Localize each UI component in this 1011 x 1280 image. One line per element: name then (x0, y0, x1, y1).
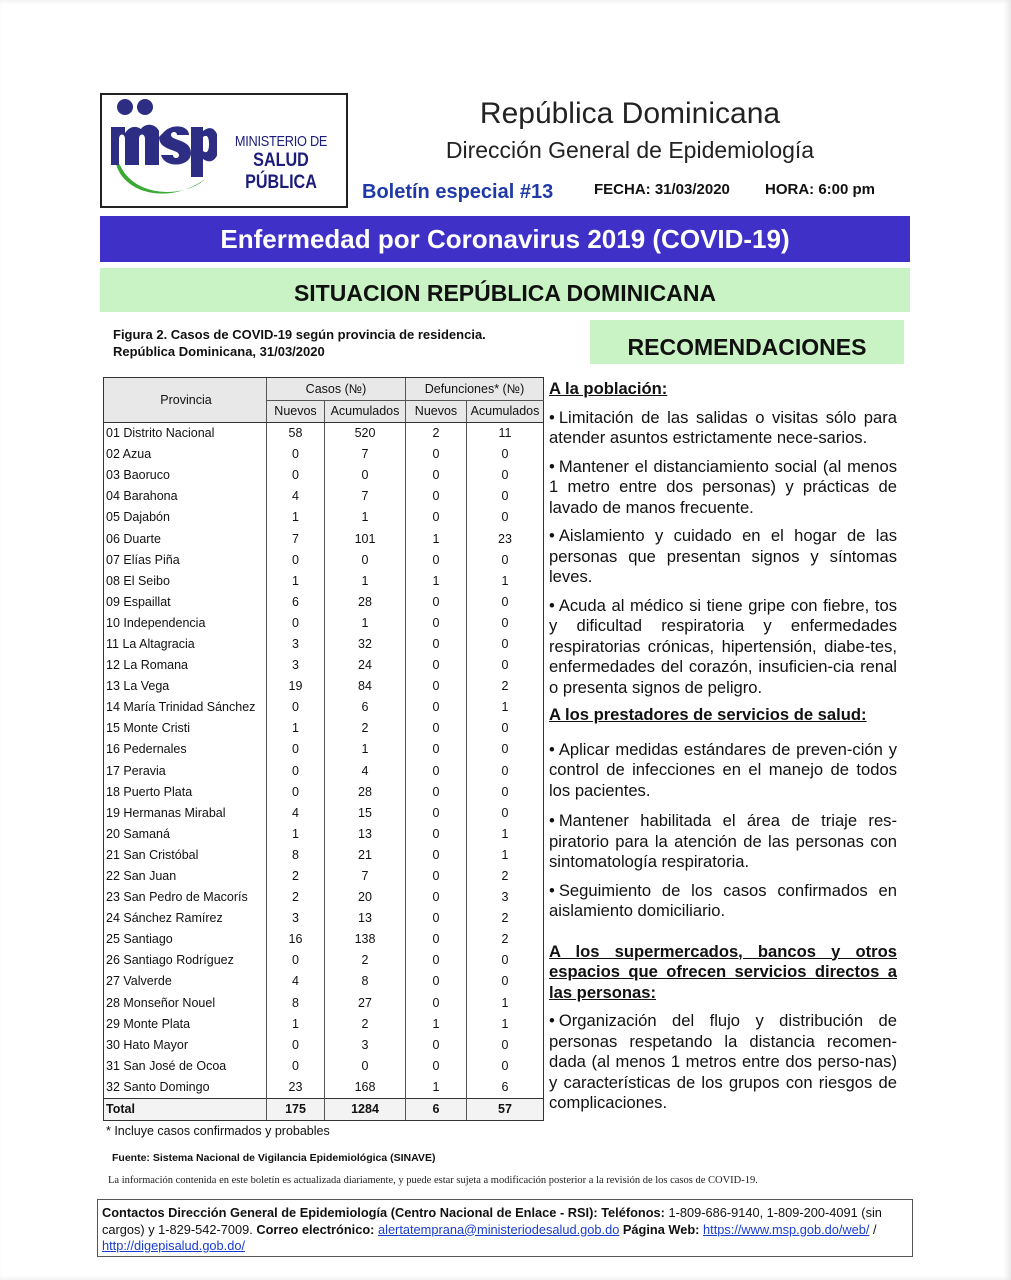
table-total-row (104, 1099, 544, 1121)
row-casos-nuevos: 1 (267, 718, 325, 739)
row-casos-nuevos: 0 (267, 697, 325, 718)
row-casos-acumulados: 6 (325, 697, 406, 718)
table-row (104, 971, 544, 992)
row-casos-nuevos: 8 (267, 993, 325, 1014)
row-provincia: 05 Dajabón (104, 507, 267, 528)
table-row (104, 845, 544, 866)
table-row (104, 887, 544, 908)
subheader-casos-nuevos: Nuevos (267, 401, 325, 423)
contact-box (97, 1199, 913, 1257)
row-casos-nuevos: 7 (267, 528, 325, 549)
row-def-nuevos: 1 (406, 1014, 467, 1035)
row-casos-acumulados: 27 (325, 993, 406, 1014)
row-def-acumulados: 0 (467, 465, 544, 486)
bulletin-number: Boletín especial #13 (362, 181, 554, 203)
table-row (104, 592, 544, 613)
row-casos-acumulados: 3 (325, 1035, 406, 1056)
row-def-nuevos: 0 (406, 486, 467, 507)
row-provincia: 30 Hato Mayor (104, 1035, 267, 1056)
table-row (104, 634, 544, 655)
row-casos-nuevos: 6 (267, 592, 325, 613)
web-link-digepisalud[interactable]: http://digepisalud.gob.do/ (102, 1238, 246, 1253)
table-row (104, 866, 544, 887)
row-casos-acumulados: 1 (325, 613, 406, 634)
table-row (104, 1056, 544, 1077)
row-def-acumulados: 1 (467, 824, 544, 845)
row-def-nuevos: 0 (406, 550, 467, 571)
row-casos-nuevos: 2 (267, 887, 325, 908)
total-def-acumulados: 57 (467, 1099, 544, 1121)
row-provincia: 09 Espaillat (104, 592, 267, 613)
row-casos-nuevos: 23 (267, 1077, 325, 1099)
row-casos-acumulados: 1 (325, 571, 406, 592)
row-def-nuevos: 0 (406, 908, 467, 929)
table-row (104, 571, 544, 592)
row-provincia: 11 La Altagracia (104, 634, 267, 655)
logo-line2: SALUD PÚBLICA (245, 150, 317, 194)
row-def-nuevos: 0 (406, 845, 467, 866)
row-casos-acumulados: 24 (325, 655, 406, 676)
poblacion-item: • Limitación de las salidas o visitas sólo para atender asuntos estrictamente nece-sarios. (549, 408, 897, 449)
web-label: Página Web: (622, 1221, 700, 1237)
table-row (104, 486, 544, 507)
row-provincia: 26 Santiago Rodríguez (104, 950, 267, 971)
row-def-nuevos: 1 (406, 528, 467, 549)
row-def-acumulados: 0 (467, 1056, 544, 1077)
bulletin-time: HORA: 6:00 pm (765, 181, 876, 198)
row-casos-nuevos: 8 (267, 845, 325, 866)
row-def-nuevos: 0 (406, 613, 467, 634)
header-casos: Casos (№) (267, 378, 406, 401)
table-row (104, 739, 544, 760)
prestadores-heading: A los prestadores de servicios de salud: (549, 705, 867, 724)
row-casos-nuevos: 3 (267, 634, 325, 655)
row-def-nuevos: 0 (406, 866, 467, 887)
row-def-acumulados: 0 (467, 550, 544, 571)
row-def-acumulados: 1 (467, 697, 544, 718)
row-casos-acumulados: 84 (325, 676, 406, 697)
row-def-acumulados: 0 (467, 739, 544, 760)
row-casos-acumulados: 0 (325, 465, 406, 486)
poblacion-heading: A la población: (549, 379, 668, 398)
row-casos-nuevos: 0 (267, 550, 325, 571)
row-casos-acumulados: 520 (325, 423, 406, 445)
row-casos-nuevos: 4 (267, 486, 325, 507)
table-row (104, 444, 544, 465)
row-casos-acumulados: 21 (325, 845, 406, 866)
row-casos-nuevos: 19 (267, 676, 325, 697)
recommendations-title: RECOMENDACIONES (590, 320, 904, 364)
row-def-acumulados: 0 (467, 634, 544, 655)
cases-by-province-table (103, 377, 544, 1121)
table-row (104, 676, 544, 697)
row-def-nuevos: 0 (406, 971, 467, 992)
row-provincia: 10 Independencia (104, 613, 267, 634)
row-def-acumulados: 0 (467, 718, 544, 739)
total-casos-nuevos: 175 (267, 1099, 325, 1121)
row-casos-nuevos: 1 (267, 824, 325, 845)
row-provincia: 01 Distrito Nacional (104, 423, 267, 445)
row-casos-nuevos: 1 (267, 1014, 325, 1035)
row-provincia: 13 La Vega (104, 676, 267, 697)
row-casos-nuevos: 16 (267, 929, 325, 950)
web-separator: / (873, 1221, 877, 1237)
row-casos-acumulados: 32 (325, 634, 406, 655)
table-row (104, 908, 544, 929)
email-label: Correo electrónico: (256, 1221, 375, 1237)
row-casos-nuevos: 4 (267, 971, 325, 992)
row-casos-nuevos: 2 (267, 866, 325, 887)
row-def-acumulados: 2 (467, 866, 544, 887)
row-casos-acumulados: 0 (325, 1056, 406, 1077)
figure-caption (113, 326, 486, 360)
msp-logo-icon (107, 97, 217, 205)
row-def-nuevos: 0 (406, 507, 467, 528)
row-provincia: 25 Santiago (104, 929, 267, 950)
row-def-nuevos: 0 (406, 887, 467, 908)
row-casos-nuevos: 1 (267, 507, 325, 528)
row-casos-acumulados: 168 (325, 1077, 406, 1099)
row-provincia: 27 Valverde (104, 971, 267, 992)
row-def-acumulados: 2 (467, 676, 544, 697)
row-provincia: 28 Monseñor Nouel (104, 993, 267, 1014)
email-link[interactable]: alertatemprana@ministeriodesalud.gob.do (377, 1221, 620, 1237)
row-casos-nuevos: 0 (267, 444, 325, 465)
row-def-acumulados: 1 (467, 1014, 544, 1035)
row-provincia: 07 Elías Piña (104, 550, 267, 571)
row-def-nuevos: 0 (406, 993, 467, 1014)
row-def-acumulados: 1 (467, 993, 544, 1014)
row-casos-acumulados: 7 (325, 444, 406, 465)
row-def-nuevos: 0 (406, 465, 467, 486)
row-provincia: 06 Duarte (104, 528, 267, 549)
table-row (104, 1035, 544, 1056)
row-casos-nuevos: 4 (267, 803, 325, 824)
row-casos-acumulados: 28 (325, 592, 406, 613)
poblacion-item: • Acuda al médico si tiene gripe con fiebre, tos y dificultad respiratoria y enfermedades respiratorias crónicas, hipertensión, diabe-tes, enfermedades del corazón, insuficien-cia renal o presenta signos de peligro. (549, 596, 897, 699)
row-def-acumulados: 0 (467, 655, 544, 676)
row-casos-acumulados: 2 (325, 1014, 406, 1035)
web-link-msp[interactable]: https://www.msp.gob.do/web/ (703, 1221, 870, 1237)
figure-caption-line2: República Dominicana, 31/03/2020 (113, 344, 325, 359)
total-label: Total (104, 1099, 267, 1121)
row-provincia: 03 Baoruco (104, 465, 267, 486)
row-provincia: 23 San Pedro de Macorís (104, 887, 267, 908)
row-def-nuevos: 0 (406, 782, 467, 803)
row-casos-nuevos: 0 (267, 1056, 325, 1077)
row-casos-acumulados: 2 (325, 950, 406, 971)
row-casos-nuevos: 0 (267, 782, 325, 803)
prestadores-item: • Aplicar medidas estándares de preven-ción y control de infecciones en el manejo de todos los pacientes. (549, 740, 897, 802)
header-provincia: Provincia (104, 378, 267, 423)
row-provincia: 14 María Trinidad Sánchez (104, 697, 267, 718)
row-def-nuevos: 0 (406, 718, 467, 739)
total-casos-acumulados: 1284 (325, 1099, 406, 1121)
row-def-nuevos: 0 (406, 950, 467, 971)
figure-caption-line1: Figura 2. Casos de COVID-19 según provincia de residencia. (113, 327, 486, 342)
direction-title: Dirección General de Epidemiología (445, 137, 815, 163)
section-title: SITUACION REPÚBLICA DOMINICANA (100, 268, 910, 312)
row-provincia: 15 Monte Cristi (104, 718, 267, 739)
table-row (104, 550, 544, 571)
row-casos-nuevos: 0 (267, 465, 325, 486)
row-casos-acumulados: 7 (325, 486, 406, 507)
table-footnote: * Incluye casos confirmados y probables (106, 1124, 330, 1138)
row-def-acumulados: 0 (467, 971, 544, 992)
row-def-acumulados: 1 (467, 571, 544, 592)
row-def-nuevos: 0 (406, 592, 467, 613)
row-def-nuevos: 0 (406, 697, 467, 718)
row-provincia: 17 Peravia (104, 761, 267, 782)
row-def-nuevos: 0 (406, 929, 467, 950)
row-def-nuevos: 2 (406, 423, 467, 445)
recommendations-panel (549, 379, 897, 1114)
row-def-nuevos: 0 (406, 1056, 467, 1077)
row-casos-acumulados: 15 (325, 803, 406, 824)
msp-logo-box (100, 93, 348, 208)
row-def-nuevos: 0 (406, 761, 467, 782)
row-def-acumulados: 0 (467, 592, 544, 613)
table-row (104, 803, 544, 824)
row-casos-acumulados: 28 (325, 782, 406, 803)
row-provincia: 29 Monte Plata (104, 1014, 267, 1035)
table-row (104, 761, 544, 782)
row-def-nuevos: 0 (406, 739, 467, 760)
row-casos-acumulados: 1 (325, 739, 406, 760)
row-provincia: 31 San José de Ocoa (104, 1056, 267, 1077)
row-def-acumulados: 0 (467, 486, 544, 507)
row-provincia: 04 Barahona (104, 486, 267, 507)
table-row (104, 423, 544, 445)
row-def-acumulados: 3 (467, 887, 544, 908)
table-row (104, 655, 544, 676)
main-banner-title: Enfermedad por Coronavirus 2019 (COVID-19) (100, 216, 910, 262)
row-casos-acumulados: 1 (325, 507, 406, 528)
row-casos-acumulados: 0 (325, 550, 406, 571)
table-row (104, 528, 544, 549)
table-row (104, 993, 544, 1014)
table-row (104, 824, 544, 845)
contact-label: Contactos Dirección General de Epidemiología (Centro Nacional de Enlace - RSI): (102, 1205, 598, 1220)
row-def-nuevos: 0 (406, 676, 467, 697)
table-row (104, 697, 544, 718)
total-def-nuevos: 6 (406, 1099, 467, 1121)
row-casos-nuevos: 0 (267, 950, 325, 971)
row-def-acumulados: 1 (467, 845, 544, 866)
row-def-nuevos: 0 (406, 824, 467, 845)
logo-line1: MINISTERIO DE (234, 133, 328, 150)
table-row (104, 782, 544, 803)
row-def-acumulados: 0 (467, 761, 544, 782)
row-def-acumulados: 0 (467, 613, 544, 634)
supermercados-heading: A los supermercados, bancos y otros espacios que ofrecen servicios directos a las personas: (549, 941, 897, 1002)
row-casos-acumulados: 8 (325, 971, 406, 992)
row-def-acumulados: 0 (467, 1035, 544, 1056)
row-def-acumulados: 0 (467, 803, 544, 824)
row-casos-acumulados: 13 (325, 824, 406, 845)
row-provincia: 16 Pedernales (104, 739, 267, 760)
table-row (104, 465, 544, 486)
row-provincia: 32 Santo Domingo (104, 1077, 267, 1099)
table-row (104, 950, 544, 971)
row-casos-nuevos: 0 (267, 739, 325, 760)
row-casos-acumulados: 20 (325, 887, 406, 908)
row-casos-nuevos: 0 (267, 1035, 325, 1056)
row-casos-nuevos: 3 (267, 655, 325, 676)
row-def-acumulados: 2 (467, 929, 544, 950)
prestadores-item: • Mantener habilitada el área de triaje res-piratorio para la atención de las personas con sintomatología respiratoria. (549, 811, 897, 873)
row-casos-nuevos: 0 (267, 613, 325, 634)
row-def-acumulados: 0 (467, 444, 544, 465)
row-casos-acumulados: 7 (325, 866, 406, 887)
row-def-nuevos: 0 (406, 803, 467, 824)
header-defunciones: Defunciones* (№) (406, 378, 544, 401)
row-provincia: 22 San Juan (104, 866, 267, 887)
row-provincia: 18 Puerto Plata (104, 782, 267, 803)
poblacion-item: • Aislamiento y cuidado en el hogar de las personas que presentan signos y síntomas leves. (549, 526, 897, 588)
msp-logo-text (218, 133, 344, 194)
row-def-nuevos: 1 (406, 571, 467, 592)
disclaimer: La información contenida en este boletín es actualizada diariamente, y puede estar sujeta a modificación posterior a la revisión de los casos de COVID-19. (108, 1175, 758, 1186)
row-casos-acumulados: 13 (325, 908, 406, 929)
row-def-acumulados: 0 (467, 782, 544, 803)
country-title: República Dominicana (479, 97, 781, 130)
row-def-nuevos: 0 (406, 444, 467, 465)
row-provincia: 08 El Seibo (104, 571, 267, 592)
bulletin-date: FECHA: 31/03/2020 (594, 181, 730, 198)
table-row (104, 718, 544, 739)
phones: 1-809-686-9140, 1-809-200-4091 (sin cargos) y 1-829-542-7009. (102, 1205, 882, 1237)
table-row (104, 1014, 544, 1035)
supermercados-item: • Organización del flujo y distribución de personas respetando la distancia recomen-dada (al menos 1 metros entre dos perso-nas) y características de los grupos con riesgos de complicaciones. (549, 1011, 897, 1114)
row-casos-acumulados: 4 (325, 761, 406, 782)
poblacion-item: • Mantener el distanciamiento social (al menos 1 metro entre dos personas) y prácticas de lavado de manos frecuente. (549, 457, 897, 519)
row-provincia: 20 Samaná (104, 824, 267, 845)
row-provincia: 21 San Cristóbal (104, 845, 267, 866)
row-def-acumulados: 0 (467, 507, 544, 528)
row-casos-nuevos: 3 (267, 908, 325, 929)
prestadores-item: • Seguimiento de los casos confirmados en aislamiento domiciliario. (549, 881, 897, 922)
row-def-acumulados: 6 (467, 1077, 544, 1099)
row-casos-nuevos: 0 (267, 761, 325, 782)
row-def-acumulados: 23 (467, 528, 544, 549)
phones-label: Teléfonos: (601, 1205, 665, 1220)
row-def-acumulados: 0 (467, 950, 544, 971)
row-def-nuevos: 0 (406, 1035, 467, 1056)
table-row (104, 613, 544, 634)
row-casos-acumulados: 138 (325, 929, 406, 950)
row-casos-nuevos: 1 (267, 571, 325, 592)
table-row (104, 929, 544, 950)
row-def-nuevos: 0 (406, 655, 467, 676)
subheader-def-nuevos: Nuevos (406, 401, 467, 423)
row-casos-acumulados: 2 (325, 718, 406, 739)
row-def-acumulados: 11 (467, 423, 544, 445)
row-def-nuevos: 0 (406, 634, 467, 655)
row-def-acumulados: 2 (467, 908, 544, 929)
subheader-def-acumulados: Acumulados (467, 401, 544, 423)
row-provincia: 02 Azua (104, 444, 267, 465)
table-row (104, 1077, 544, 1099)
row-casos-nuevos: 58 (267, 423, 325, 445)
row-casos-acumulados: 101 (325, 528, 406, 549)
table-row (104, 507, 544, 528)
row-def-nuevos: 1 (406, 1077, 467, 1099)
row-provincia: 24 Sánchez Ramírez (104, 908, 267, 929)
data-source: Fuente: Sistema Nacional de Vigilancia Epidemiológica (SINAVE) (112, 1152, 436, 1164)
row-provincia: 19 Hermanas Mirabal (104, 803, 267, 824)
subheader-casos-acumulados: Acumulados (325, 401, 406, 423)
row-provincia: 12 La Romana (104, 655, 267, 676)
